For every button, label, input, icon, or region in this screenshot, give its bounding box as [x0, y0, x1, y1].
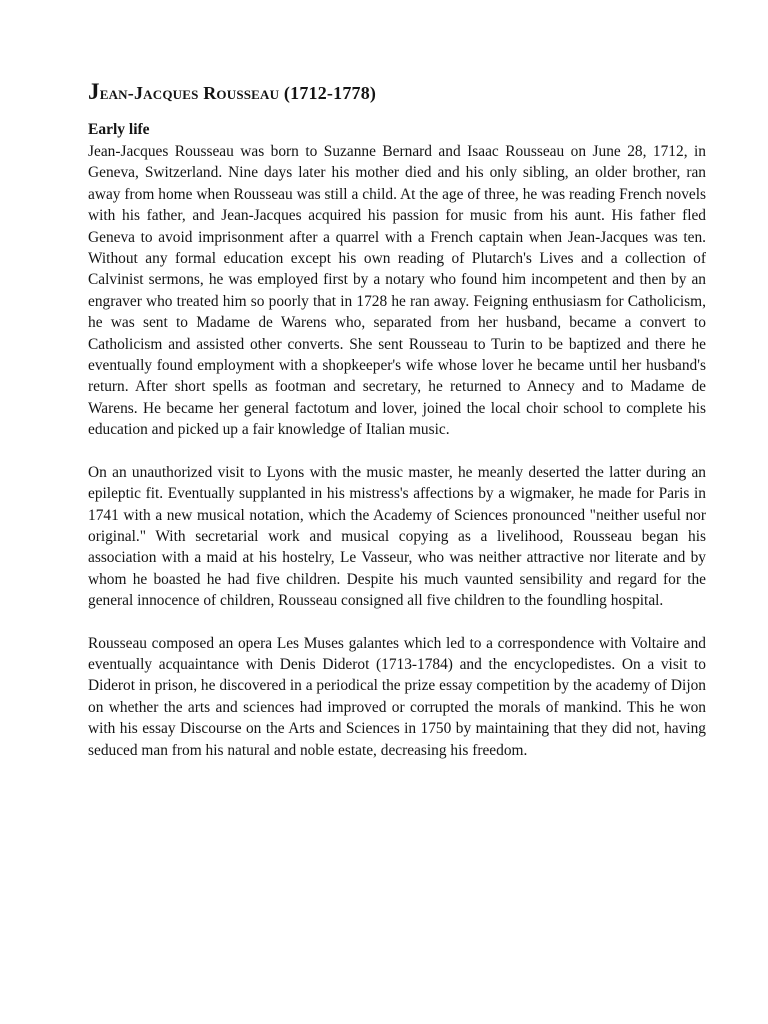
title-rest: ean-Jacques Rousseau (1712-1778): [99, 83, 377, 103]
document-page: [88, 80, 706, 761]
document-title: [88, 80, 706, 105]
paragraph-3: Rousseau composed an opera Les Muses galantes which led to a correspondence with Voltaire and eventually acquaintance with Denis Diderot (1713-1784) and the encyclopedistes. On a visit to Diderot in prison, he discovered in a periodical the prize essay competition by the academy of Dijon on whether the arts and sciences had improved or corrupted the morals of mankind. This he won with his essay Discourse on the Arts and Sciences in 1750 by maintaining that they did not, having seduced man from his natural and noble estate, decreasing his freedom.: [88, 634, 706, 759]
title-initial: J: [88, 79, 100, 104]
section-heading-early-life: Early life: [88, 121, 150, 138]
paragraph-1: Jean-Jacques Rousseau was born to Suzanne Bernard and Isaac Rousseau on June 28, 1712, in Geneva, Switzerland. Nine days later his mother died and his only sibling, an older brother, ran away from home when Rousseau was still a child. At the age of three, he was reading French novels with his father, and Jean-Jacques acquired his passion for music from his aunt. His father fled Geneva to avoid imprisonment after a quarrel with a French captain when Jean-Jacques was ten. Without any formal education except his own reading of Plutarch's Lives and a collection of Calvinist sermons, he was employed first by a notary who found him incompetent and then by an engraver who treated him so poorly that in 1728 he ran away. Feigning enthusiasm for Catholicism, he was sent to Madame de Warens who, separated from her husband, became a convert to Catholicism and assisted other converts. She sent Rousseau to Turin to be baptized and there he eventually found employment with a shopkeeper's wife whose lover he became until her husband's return. After short spells as footman and secretary, he returned to Annecy and to Madame de Warens. He became her general factotum and lover, joined the local choir school to complete his education and picked up a fair knowledge of Italian music.: [88, 143, 706, 439]
paragraph-2: On an unauthorized visit to Lyons with the music master, he meanly deserted the latter during an epileptic fit. Eventually supplanted in his mistress's affections by a wigmaker, he made for Paris in 1741 with a new musical notation, which the Academy of Sciences pronounced "neither useful nor original." With secretarial work and musical copying as a livelihood, Rousseau began his association with a maid at his hostelry, Le Vasseur, who was neither attractive nor literate and by whom he boasted he had five children. Despite his much vaunted sensibility and regard for the general innocence of children, Rousseau consigned all five children to the foundling hospital.: [88, 463, 706, 610]
